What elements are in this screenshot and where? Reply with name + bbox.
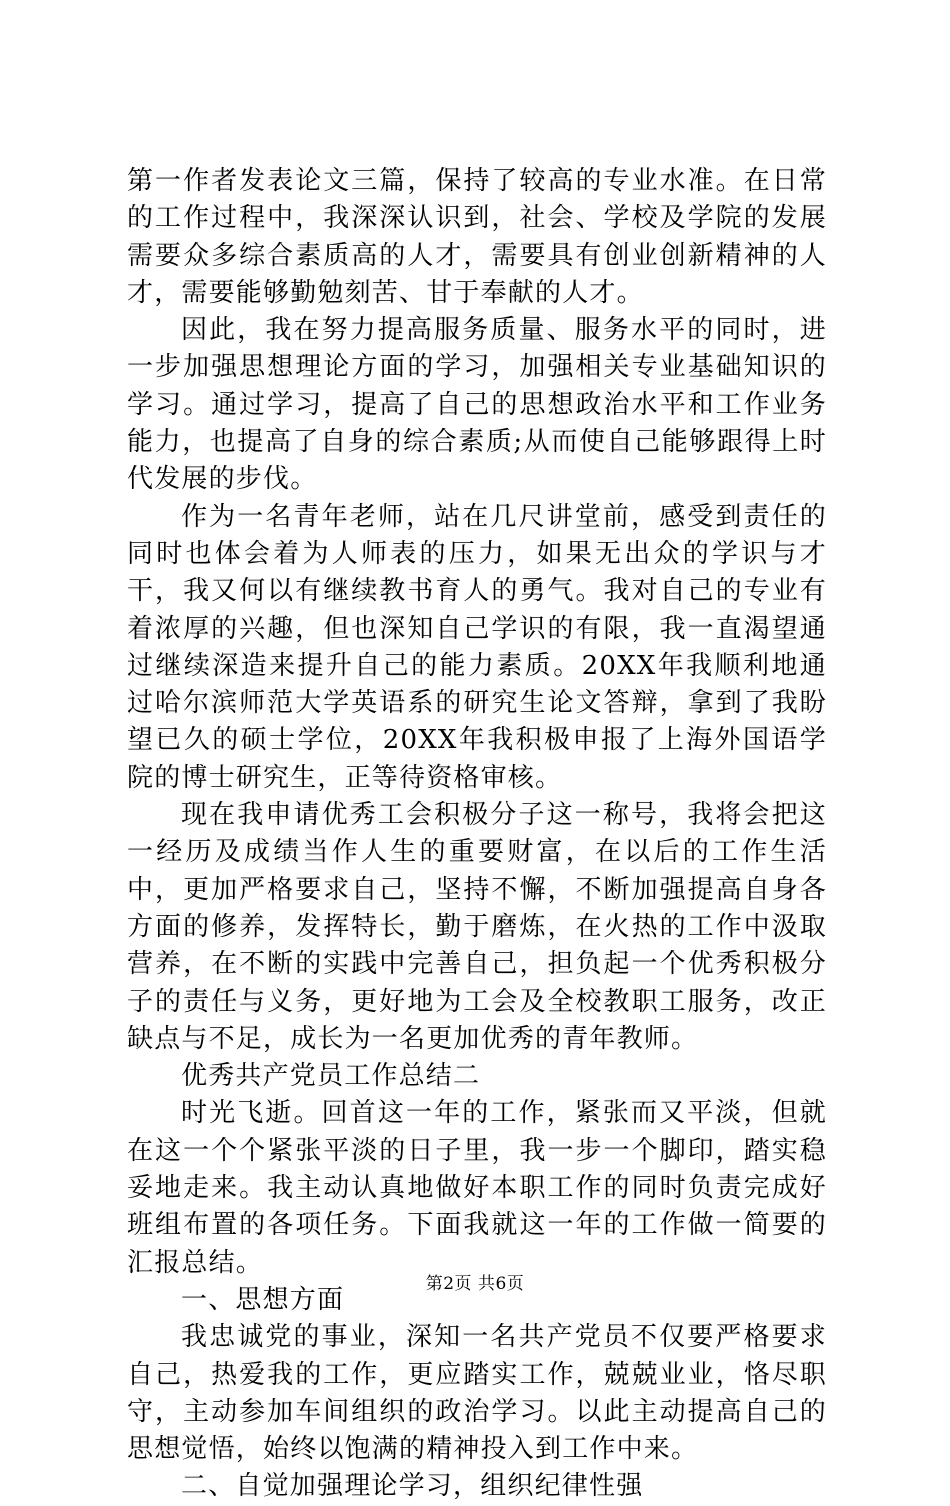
page-number-footer: 第2页 共6页 xyxy=(425,1274,525,1294)
paragraph-2: 因此，我在努力提高服务质量、服务水平的同时，进一步加强思想理论方面的学习，加强相关专业基础知识的学习。通过学习，提高了自己的思想政治水平和工作业务能力，也提高了自身的综合素质;从而使自己能够跟得上时代发展的步伐。 xyxy=(127,315,827,495)
section-heading-thought: 一、思想方面 xyxy=(181,1284,345,1315)
section-heading-summary-two: 优秀共产党员工作总结二 xyxy=(181,1061,481,1092)
paragraph-1: 第一作者发表论文三篇，保持了较高的专业水准。在日常的工作过程中，我深深认识到，社会、学校及学院的发展需要众多综合素质高的人才，需要具有创业创新精神的人才，需要能够勤勉刻苦、甘于奉献的人才。 xyxy=(127,166,827,308)
paragraph-6: 我忠诚党的事业，深知一名共产党员不仅要严格要求自己，热爱我的工作，更应踏实工作，兢兢业业，恪尽职守，主动参加车间组织的政治学习。以此主动提高自己的思想觉悟，始终以饱满的精神投入到工作中来。 xyxy=(127,1322,827,1465)
paragraph-5: 时光飞逝。回首这一年的工作，紧张而又平淡，但就在这一个个紧张平淡的日子里，我一步一个脚印，踏实稳妥地走来。我主动认真地做好本职工作的同时负责完成好班组布置的各项任务。下面我就这一年的工作做一简要的汇报总结。 xyxy=(127,1098,827,1278)
paragraph-3: 作为一名青年老师，站在几尺讲堂前，感受到责任的同时也体会着为人师表的压力，如果无出众的学识与才干，我又何以有继续教书育人的勇气。我对自己的专业有着浓厚的兴趣，但也深知自己学识的有限，我一直渴望通过继续深造来提升自己的能力素质。20XX年我顺利地通过哈尔滨师范大学英语系的研究生论文答辩，拿到了我盼望已久的硕士学位，20XX年我积极申报了上海外国语学院的博士研究生，正等待资格审核。 xyxy=(127,501,827,793)
paragraph-4: 现在我申请优秀工会积极分子这一称号，我将会把这一经历及成绩当作人生的重要财富，在以后的工作生活中，更加严格要求自己，坚持不懈，不断加强提高自身各方面的修养，发挥特长，勤于磨炼，在火热的工作中汲取营养，在不断的实践中完善自己，担负起一个优秀积极分子的责任与义务，更好地为工会及全校教职工服务，改正缺点与不足，成长为一名更加优秀的青年教师。 xyxy=(127,800,827,1054)
document-body xyxy=(127,163,827,1506)
section-heading-theory-study: 二、自觉加强理论学习，组织纪律性强 xyxy=(181,1471,644,1502)
